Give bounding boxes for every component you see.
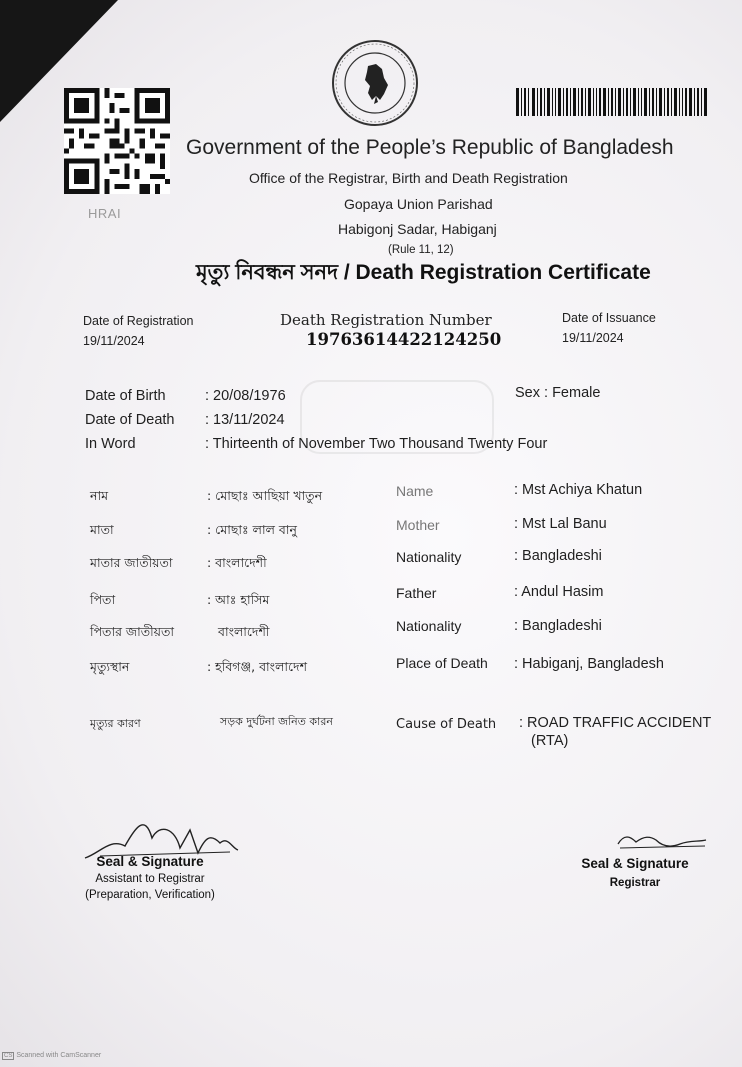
cause-of-death-value-bn: সড়ক দুর্ঘটনা জনিত কারন <box>220 715 333 728</box>
registration-number-value: 19763614422124250 <box>306 330 502 349</box>
mother-nationality-label-bn: মাতার জাতীয়তা <box>90 555 173 570</box>
name-value-bn: : মোছাঃ আছিয়া খাতুন <box>207 488 323 503</box>
union-line: Gopaya Union Parishad <box>344 196 493 212</box>
barcode-icon <box>516 88 708 116</box>
father-label-bn: পিতা <box>90 592 116 607</box>
issuance-date-value: 19/11/2024 <box>562 331 624 345</box>
mother-label-bn: মাতা <box>90 522 114 537</box>
death-date-value: : 13/11/2024 <box>205 412 285 428</box>
rule-line: (Rule 11, 12) <box>388 244 454 256</box>
registrar-signature-block <box>560 856 710 889</box>
father-nationality-label: Nationality <box>396 618 462 634</box>
mother-label: Mother <box>396 517 440 533</box>
death-date-label: Date of Death <box>85 412 175 428</box>
mother-nationality-label: Nationality <box>396 549 462 565</box>
assistant-signature-block <box>70 854 230 901</box>
government-title: Government of the People’s Republic of Bangladesh <box>186 136 674 159</box>
registration-number-label: Death Registration Number <box>280 311 492 329</box>
scanner-text: Scanned with CamScanner <box>16 1052 102 1059</box>
assistant-signature-role: Assistant to Registrar <box>95 873 205 885</box>
birth-date-label: Date of Birth <box>85 388 166 404</box>
father-value-bn: : আঃ হাসিম <box>207 592 270 607</box>
cause-of-death-label: Cause of Death <box>396 717 497 732</box>
cause-of-death-value-abbr: (RTA) <box>531 733 569 749</box>
mother-nationality-value: : Bangladeshi <box>514 548 602 564</box>
scanner-badge: CS <box>4 1053 13 1059</box>
in-word-label: In Word <box>85 436 136 452</box>
place-of-death-value-bn: : হবিগঞ্জ, বাংলাদেশ <box>207 659 307 674</box>
qr-caption: HRAI <box>88 206 122 221</box>
father-nationality-label-bn: পিতার জাতীয়তা <box>90 624 175 639</box>
father-value: : Andul Hasim <box>514 584 604 600</box>
sex-field: Sex : Female <box>515 385 601 401</box>
assistant-signature-note: (Preparation, Verification) <box>85 889 215 901</box>
birth-date-value: : 20/08/1976 <box>205 388 286 404</box>
location-line: Habigonj Sadar, Habiganj <box>338 221 497 237</box>
government-seal-icon <box>330 38 420 128</box>
name-label-bn: নাম <box>90 488 109 503</box>
father-nationality-value: : Bangladeshi <box>514 618 602 634</box>
mother-value-bn: : মোছাঃ লাল বানু <box>207 522 297 537</box>
assistant-signature-title: Seal & Signature <box>96 854 204 869</box>
issuance-date-label: Date of Issuance <box>562 311 656 325</box>
cause-of-death-value: : ROAD TRAFFIC ACCIDENT <box>519 715 712 731</box>
in-word-value: : Thirteenth of November Two Thousand Twenty Four <box>205 436 548 452</box>
mother-value: : Mst Lal Banu <box>514 516 607 532</box>
certificate-title: মৃত্যু নিবন্ধন সনদ / Death Registration Certificate <box>196 261 651 284</box>
father-label: Father <box>396 585 437 601</box>
father-nationality-value-bn: বাংলাদেশী <box>218 624 270 639</box>
place-of-death-value: : Habiganj, Bangladesh <box>514 656 664 672</box>
name-value: : Mst Achiya Khatun <box>514 482 643 498</box>
qr-code-icon <box>64 88 170 194</box>
scanner-watermark <box>2 1052 101 1060</box>
mother-nationality-value-bn: : বাংলাদেশী <box>207 555 267 570</box>
registrar-signature-role: Registrar <box>609 877 661 889</box>
cause-of-death-label-bn: মৃত্যুর কারণ <box>90 717 141 730</box>
office-line: Office of the Registrar, Birth and Death Registration <box>249 170 568 186</box>
name-label: Name <box>396 483 434 499</box>
registration-date-label: Date of Registration <box>83 314 194 328</box>
place-of-death-label-bn: মৃত্যুস্থান <box>90 659 130 674</box>
registration-date-value: 19/11/2024 <box>83 334 145 348</box>
place-of-death-label: Place of Death <box>396 655 488 671</box>
registrar-signature-title: Seal & Signature <box>581 856 689 871</box>
